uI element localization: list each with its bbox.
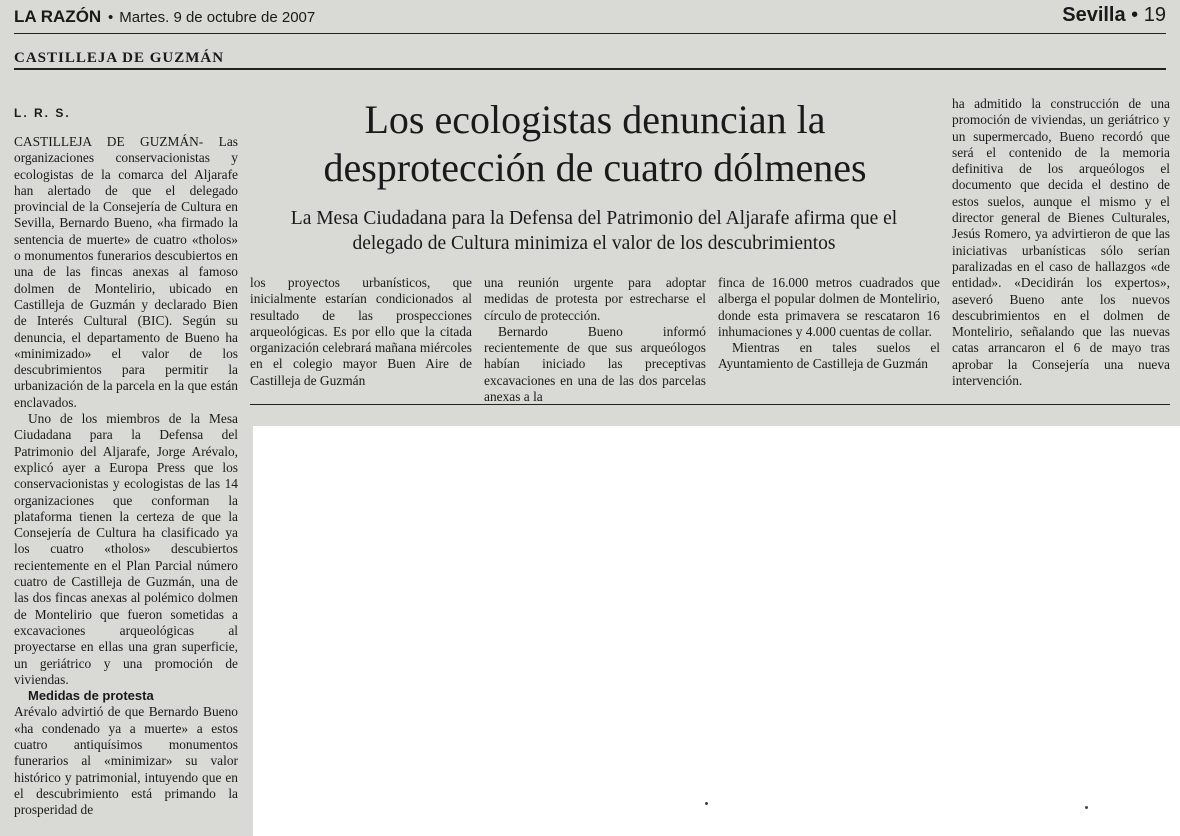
subheadline: La Mesa Ciudadana para la Defensa del Patrimonio del Aljarafe afirma que el delegado de Cultura minimiza el valor de los descubrimientos	[290, 208, 898, 254]
article-column-5	[952, 96, 1170, 389]
newspaper-brand: LA RAZÓN	[14, 7, 102, 26]
article-column-3	[484, 275, 706, 405]
page-number: 19	[1143, 4, 1166, 26]
blank-paper-area	[253, 426, 1180, 836]
paragraph: los proyectos urbanísticos, que inicialmente estarían condicionados al resultado de las prospecciones arqueológicas. Es por ello que la citada organización celebrará mañana miércoles en el colegio mayor Buen Aire de Castilleja de Guzmán	[250, 275, 472, 388]
subhead: Medidas de protesta	[28, 688, 154, 704]
scan-speck	[705, 802, 708, 805]
header-rule	[14, 33, 1166, 34]
paragraph: finca de 16.000 metros cuadrados que alberga el popular dolmen de Montelirio, donde esta primavera se rescataron 16 inhumaciones y 4.000 cuentas de collar.	[718, 275, 940, 339]
byline: L. R. S.	[14, 106, 71, 120]
paragraph: Uno de los miembros de la Mesa Ciudadana para la Defensa del Patrimonio del Aljarafe, Jorge Arévalo, explicó ayer a Europa Press que los conservacionistas y ecologistas de las 14 organizaciones que conforman la plataforma tienen la certeza de que la Consejería de Cultura ha clasificado ya los cuatro «tholos» descubiertos recientemente en el Plan Parcial número cuatro de Castilleja de Guzmán, una de las dos fincas anexas al polémico dolmen de Montelirio que fueron sometidas a excavaciones arqueológicas al proyectarse en ellas una gran superficie, un geriátrico y una promoción de viviendas.	[14, 411, 238, 687]
paragraph: ha admitido la construcción de una promoción de viviendas, un geriátrico y un supermercado, Bueno recordó que será el contenido de la memoria definitiva de los arqueólogos el documento que decida el destino de estos suelos, aunque el mismo y el director general de Bienes Culturales, Jesús Romero, ya advirtieron de que las iniciativas urbanísticas sólo serían paralizadas en el caso de hallazgos «de entidad». «Decidirán los expertos», aseveró Bueno ante los nuevos descubrimientos en el dolmen de Montelirio, señalando que las nuevas catas arrancaron el 6 de mayo tras aprobar la Consejería una nueva intervención.	[952, 96, 1170, 389]
article-column-1	[14, 134, 238, 834]
section-rule	[14, 68, 1166, 70]
paragraph: Arévalo advirtió de que Bernardo Bueno «ha condenado ya a muerte» a estos cuatro antiquísimos monumentos funerarios al «minimizar» su valor histórico y patrimonial, intuyendo que en el descubrimiento está primando la prosperidad de	[14, 704, 238, 818]
page-section-city: Sevilla	[1062, 4, 1126, 26]
section-title: CASTILLEJA DE GUZMÁN	[14, 50, 225, 66]
paragraph: Mientras en tales suelos el Ayuntamiento de Castilleja de Guzmán	[718, 340, 940, 372]
article-bottom-rule	[250, 404, 1170, 405]
page-header	[14, 4, 1166, 30]
issue-date	[108, 9, 315, 26]
page-info: Sevilla • 19	[1062, 4, 1166, 26]
paragraph: Bernardo Bueno informó recientemente de que sus arqueólogos habían iniciado las preceptivas excavaciones en una de las dos parcelas anexas a la	[484, 323, 706, 405]
article-column-2	[250, 275, 472, 389]
issue-date-text: Martes. 9 de octubre de 2007	[119, 9, 316, 26]
scan-speck	[1085, 806, 1088, 809]
headline: Los ecologistas denuncian la desprotección de cuatro dólmenes	[323, 97, 867, 190]
article-column-4	[718, 275, 940, 373]
paragraph: una reunión urgente para adoptar medidas de protesta por estrecharse el círculo de protección.	[484, 275, 706, 323]
paragraph: CASTILLEJA DE GUZMÁN- Las organizaciones conservacionistas y ecologistas de la comarca del Aljarafe han alertado de que el delegado provincial de la Consejería de Cultura en Sevilla, Bernardo Bueno, «ha firmado la sentencia de muerte» de cuatro «tholos» o monumentos funerarios descubiertos en una de las fincas anexas al famoso dolmen de Montelirio, ubicado en Castilleja de Guzmán y declarado Bien de Interés Cultural (BIC). Según su denuncia, el departamento de Bueno ha «minimizado» el valor de los descubrimientos para permitir la urbanización de la parcela en la que están enclavados.	[14, 134, 238, 410]
bullet-separator: •	[108, 9, 114, 26]
